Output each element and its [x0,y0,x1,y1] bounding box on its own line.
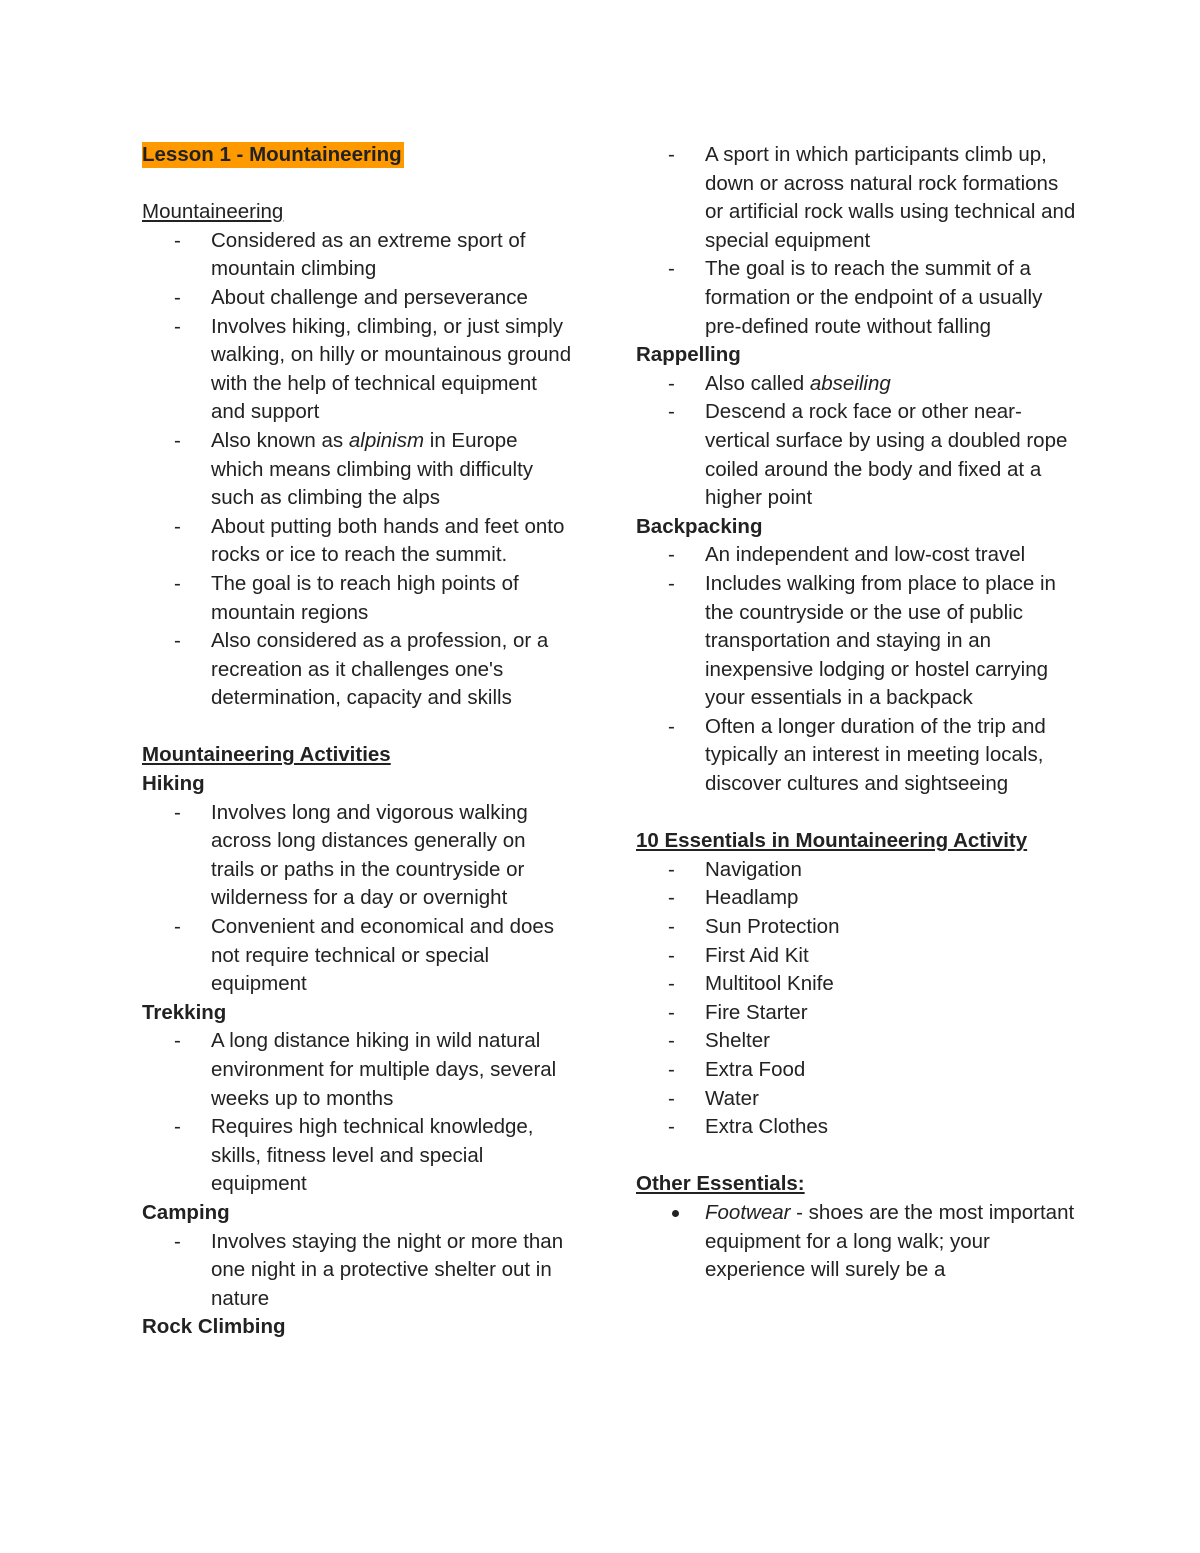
section-heading-other-essentials: Other Essentials: [636,1172,805,1196]
subheading-backpacking: Backpacking [636,514,763,538]
list-item: - First Aid Kit [668,943,809,967]
list-item: - About challenge and perseverance [174,285,528,309]
list-item: - Includes walking from place to place in the countryside or the use of public transportation and staying in an inexpensive lodging or hostel carrying your essentials in a backpack [668,571,1056,710]
list-item: - A sport in which participants climb up, down or across natural rock formations or artificial rock walls using technical and special equipment [668,143,1076,252]
list-item: - Requires high technical knowledge, skills, fitness level and special equipment [174,1115,534,1196]
list-item: - About putting both hands and feet onto rocks or ice to reach the summit. [174,514,565,567]
rock-climbing-list [636,141,1076,341]
backpacking-list [636,541,1076,798]
list-item: - Extra Food [668,1058,806,1081]
list-item: - Extra Clothes [668,1115,829,1139]
hiking-list [142,799,572,999]
list-item: - A long distance hiking in wild natural environment for multiple days, several weeks up to months [174,1029,557,1110]
list-item: - The goal is to reach high points of mountain regions [174,571,519,624]
camping-list [142,1228,572,1314]
mountaineering-list [142,227,572,713]
section-heading-mountaineering: Mountaineering [142,200,284,224]
section-heading-essentials: 10 Essentials in Mountaineering Activity [636,829,1028,853]
right-column [636,141,1076,1285]
list-item: - Considered as an extreme sport of mountain climbing [174,228,526,281]
list-item: - Convenient and economical and does not require technical or special equipment [174,915,555,996]
list-item: - Also considered as a profession, or a recreation as it challenges one's determination, capacity and skills [174,629,549,710]
subheading-trekking: Trekking [142,1000,227,1024]
section-heading-activities: Mountaineering Activities [142,743,391,767]
subheading-camping: Camping [142,1200,230,1224]
lesson-title: Lesson 1 - Mountaineering [142,143,402,166]
list-item: - The goal is to reach the summit of a formation or the endpoint of a usually pre-defined route without falling [668,257,1043,338]
list-item: - Involves long and vigorous walking across long distances generally on trails or paths in the countryside or wilderness for a day or overnight [174,800,528,910]
list-item: - Involves hiking, climbing, or just simply walking, on hilly or mountainous ground with the help of technical equipment and support [174,314,572,424]
list-item: - Headlamp [668,886,799,910]
subheading-rock-climbing: Rock Climbing [142,1315,286,1339]
rappelling-list [636,370,1076,513]
list-item: - Descend a rock face or other near-vertical surface by using a doubled rope coiled around the body and fixed at a higher point [668,400,1068,510]
essentials-list [636,856,1076,1142]
left-column [142,141,572,1342]
trekking-list [142,1027,572,1199]
bullet-icon [672,1210,679,1217]
list-item: - Multitool Knife [668,972,834,996]
list-item: - Also known as alpinism in Europe which means climbing with difficulty such as climbing the alps [174,428,534,510]
list-item: Footwear - shoes are the most important equipment for a long walk; your experience will surely be a [636,1199,1076,1285]
list-item: - An independent and low-cost travel [668,543,1026,567]
list-item: - Water [668,1086,759,1110]
list-item: - Sun Protection [668,915,840,939]
list-item: - Often a longer duration of the trip and typically an interest in meeting locals, discover cultures and sightseeing [668,714,1046,796]
list-item: - Also called abseiling [668,371,891,395]
list-item: - Shelter [668,1029,770,1053]
list-item: - Navigation [668,857,802,881]
list-item: - Fire Starter [668,1000,808,1024]
subheading-hiking: Hiking [142,772,205,796]
list-item: - Involves staying the night or more than one night in a protective shelter out in nature [174,1229,564,1310]
subheading-rappelling: Rappelling [636,343,741,367]
other-essentials-list [636,1199,1076,1285]
